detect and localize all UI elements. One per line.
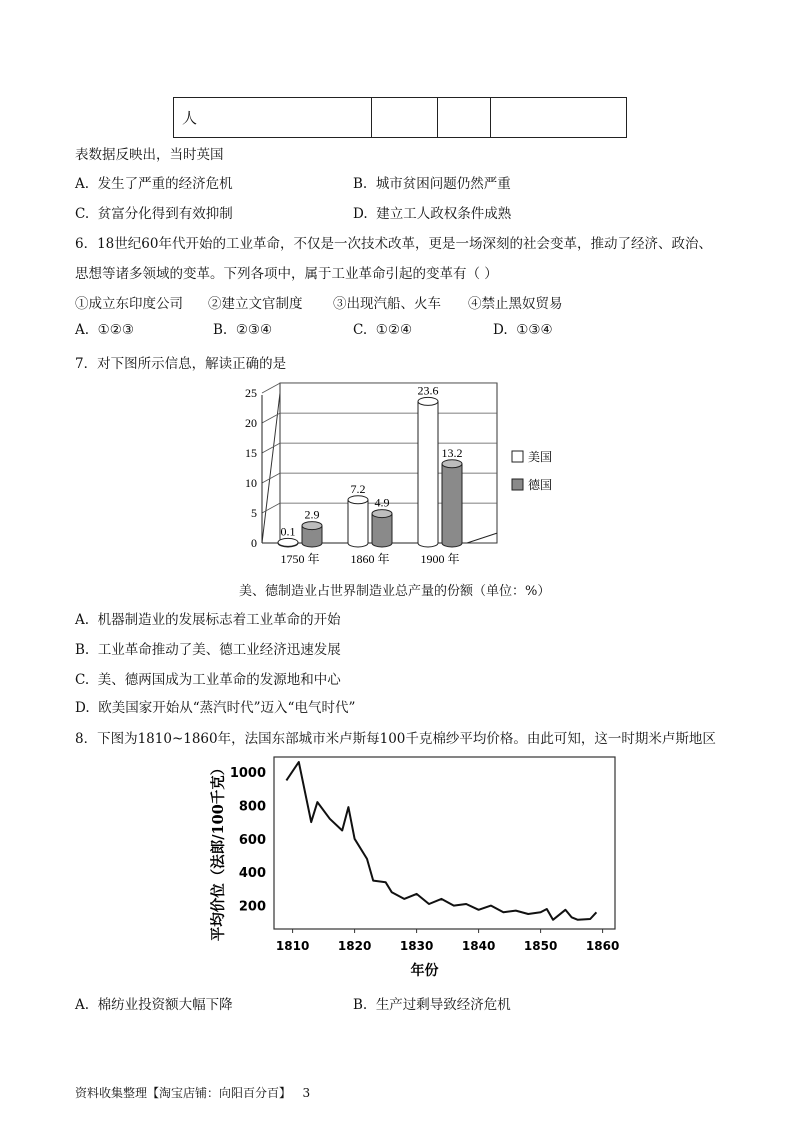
table-cell-text: 人 — [182, 109, 198, 127]
gridline-depth — [262, 473, 280, 483]
bar-德国-1750 年 — [302, 522, 322, 547]
y-tick-label: 20 — [245, 416, 257, 430]
x-tick-label: 1750 年 — [280, 552, 320, 566]
bar-top — [442, 460, 462, 468]
bar-top — [418, 397, 438, 405]
data-label: 23.6 — [417, 383, 439, 398]
q5-option-d: D. 建立工人政权条件成熟 — [353, 206, 512, 222]
y-tick-label: 0 — [251, 536, 257, 550]
q6-option-a: A. ①②③ — [75, 322, 134, 338]
legend-label: 德国 — [528, 478, 553, 492]
data-table-fragment — [173, 97, 627, 138]
bar-美国-1860 年 — [348, 496, 368, 547]
legend-label: 美国 — [528, 450, 553, 464]
data-label: 13.2 — [441, 445, 463, 460]
y-tick-label: 15 — [245, 446, 257, 460]
q6-item-4: ④禁止黑奴贸易 — [468, 296, 563, 312]
plot-frame — [274, 757, 615, 929]
bar-德国-1860 年 — [372, 510, 392, 547]
gridline-depth — [262, 503, 280, 513]
y-axis-label: 平均价位（法郎/100千克） — [210, 760, 227, 942]
q7-option-d: D. 欧美国家开始从“蒸汽时代”迈入“电气时代” — [75, 700, 356, 716]
bar-body — [442, 464, 462, 547]
line-chart — [196, 755, 620, 980]
y-tick-label: 200 — [238, 899, 266, 915]
q6-item-3: ③出现汽船、火车 — [333, 296, 441, 312]
y-tick-label: 800 — [238, 799, 266, 815]
data-label: 7.2 — [350, 481, 366, 496]
q7-chart-caption: 美、德制造业占世界制造业总产量的份额（单位：%） — [239, 584, 551, 599]
gridline-depth — [262, 443, 280, 453]
legend-swatch — [512, 451, 523, 462]
table-divider — [437, 98, 438, 137]
y-tick-label: 1000 — [229, 766, 266, 782]
x-tick-label: 1850 — [523, 939, 558, 953]
y-tick-label: 10 — [245, 476, 257, 490]
q5-option-c: C. 贫富分化得到有效抑制 — [75, 206, 233, 222]
data-label: 4.9 — [374, 495, 390, 510]
q7-option-c: C. 美、德两国成为工业革命的发源地和中心 — [75, 672, 341, 688]
table-divider — [490, 98, 491, 137]
q6-option-b: B. ②③④ — [213, 322, 273, 338]
x-tick-label: 1860 年 — [350, 552, 390, 566]
x-tick-label: 1830 — [399, 939, 434, 953]
q5-option-a: A. 发生了严重的经济危机 — [75, 176, 233, 192]
q6-stem-line2: 思想等诸多领域的变革。下列各项中，属于工业革命引起的变革有（ ） — [75, 266, 498, 282]
bar-body — [348, 500, 368, 547]
y-tick-label: 600 — [238, 832, 266, 848]
data-label: 2.9 — [304, 507, 320, 522]
footer-text: 资料收集整理【淘宝店铺：向阳百分百】 — [75, 1086, 292, 1100]
q6-option-d: D. ①③④ — [493, 322, 553, 338]
bar-top — [278, 538, 298, 546]
bar-top — [302, 522, 322, 530]
x-axis-label: 年份 — [410, 963, 439, 979]
q6-item-1: ①成立东印度公司 — [75, 296, 183, 312]
q6-option-c: C. ①②④ — [353, 322, 413, 338]
q8-option-b: B. 生产过剩导致经济危机 — [353, 997, 511, 1013]
x-tick-label: 1840 — [461, 939, 496, 953]
gridline-depth — [262, 383, 280, 393]
q6-stem-line1: 6．18世纪60年代开始的工业革命，不仅是一次技术改革，更是一场深刻的社会变革，推动了经济、政治、 — [75, 236, 712, 252]
q8-stem: 8．下图为1810~1860年，法国东部城市米卢斯每100千克棉纱平均价格。由此可知，这一时期米卢斯地区 — [75, 731, 716, 747]
q7-option-b: B. 工业革命推动了美、德工业经济迅速发展 — [75, 642, 341, 658]
x-tick-label: 1810 — [275, 939, 310, 953]
q6-item-2: ②建立文官制度 — [208, 296, 303, 312]
x-tick-label: 1860 — [585, 939, 620, 953]
bar-top — [348, 496, 368, 504]
bar-美国-1750 年 — [278, 538, 298, 547]
bar-body — [372, 514, 392, 547]
q7-option-a: A. 机器制造业的发展标志着工业革命的开始 — [75, 612, 341, 628]
question-intro-line: 表数据反映出，当时英国 — [75, 147, 224, 163]
y-tick-label: 400 — [238, 866, 266, 882]
y-tick-label: 25 — [245, 386, 257, 400]
page-number: 3 — [302, 1086, 311, 1100]
legend-swatch — [512, 479, 523, 490]
q5-option-b: B. 城市贫困问题仍然严重 — [353, 176, 511, 192]
x-tick-label: 1900 年 — [420, 552, 460, 566]
data-label: 0.1 — [280, 524, 296, 539]
bar-body — [418, 401, 438, 547]
q8-option-a: A. 棉纺业投资额大幅下降 — [75, 997, 233, 1013]
price-line — [286, 762, 596, 920]
bar-美国-1900 年 — [418, 397, 438, 547]
bar-chart — [240, 375, 560, 573]
q7-stem: 7．对下图所示信息，解读正确的是 — [75, 356, 287, 372]
page-footer — [75, 1084, 310, 1101]
bar-top — [372, 510, 392, 518]
bar-德国-1900 年 — [442, 460, 462, 547]
x-tick-label: 1820 — [337, 939, 372, 953]
axis-depth-line — [262, 393, 280, 543]
y-tick-label: 5 — [251, 506, 257, 520]
table-divider — [371, 98, 372, 137]
floor-edge — [467, 533, 497, 543]
